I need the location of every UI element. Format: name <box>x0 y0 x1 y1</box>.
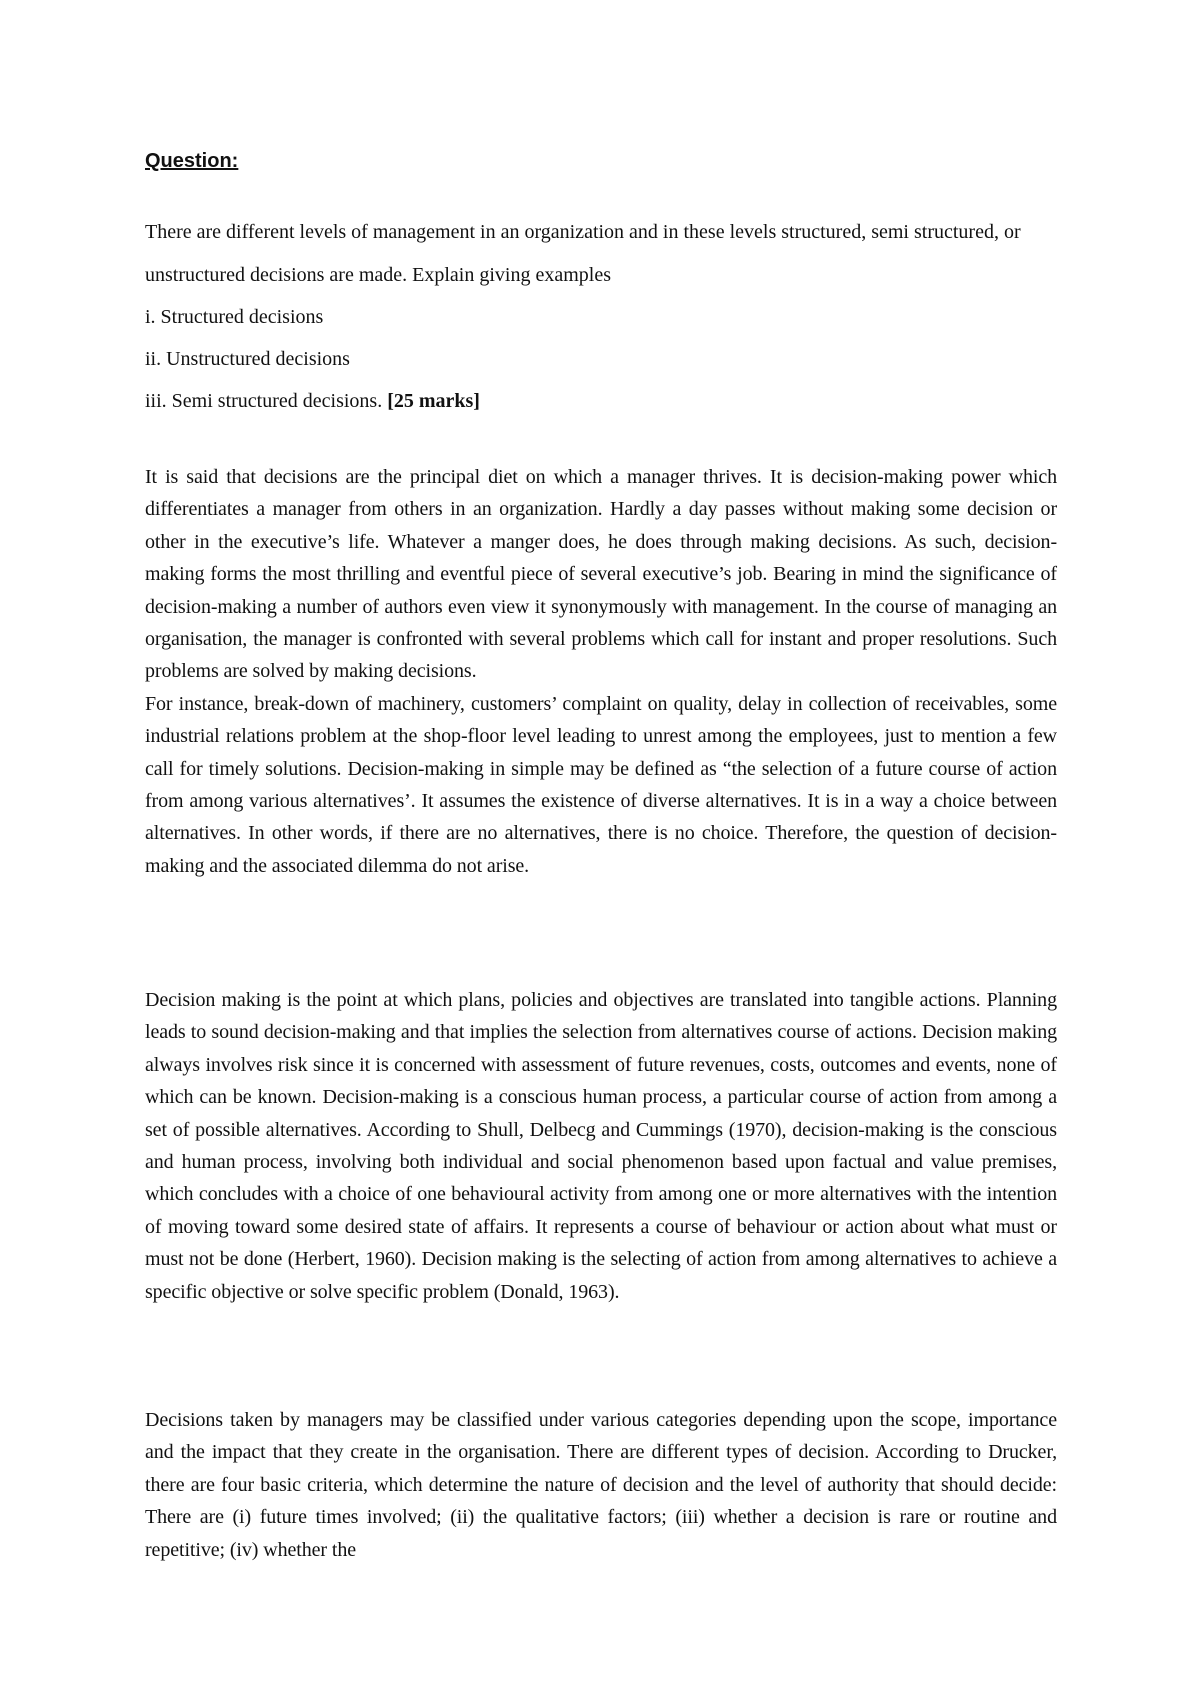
question-item-text: i. Structured decisions <box>145 306 324 328</box>
question-item <box>145 380 480 422</box>
question-item <box>145 296 480 338</box>
question-list <box>145 296 480 422</box>
body-paragraph: Decisions taken by managers may be classified under various categories depending upon the scope, importance and the impact that they create in the organisation. There are different types of decision. According to Drucker, there are four basic criteria, which determine the nature of decision and the level of authority that should decide: There are (i) future times involved; (ii) the qualitative factors; (iii) whether a decision is rare or routine and repetitive; (iv) whether the <box>145 1409 1057 1561</box>
question-item-text: iii. Semi structured decisions. <box>145 390 383 412</box>
question-heading: Question: <box>145 150 239 172</box>
body-paragraph: It is said that decisions are the principal diet on which a manager thrives. It is decision-making power which differentiates a manager from others in an organization. Hardly a day passes without making some decision or other in the executive’s life. Whatever a manger does, he does through making decisions. As such, decision-making forms the most thrilling and eventful piece of several executive’s job. Bearing in mind the significance of decision-making a number of authors even view it synonymously with management. In the course of managing an organisation, the manager is confronted with several problems which call for instant and proper resolutions. Such problems are solved by making decisions. For instance, break-down of machinery, customers’ complaint on quality, delay in collection of receivables, some industrial relations problem at the shop-floor level leading to unrest among the employees, just to mention a few call for timely solutions. Decision-making in simple may be defined as “the selection of a future course of action from among various alternatives’. It assumes the existence of diverse alternatives. It is in a way a choice between alternatives. In other words, if there are no alternatives, there is no choice. Therefore, the question of decision-making and the associated dilemma do not arise. <box>145 466 1057 877</box>
body-paragraph: Decision making is the point at which plans, policies and objectives are translated into tangible actions. Planning leads to sound decision-making and that implies the selection from alternatives course of actions. Decision making always involves risk since it is concerned with assessment of future revenues, costs, outcomes and events, none of which can be known. Decision-making is a conscious human process, a particular course of action from among a set of possible alternatives. According to Shull, Delbecg and Cummings (1970), decision-making is the conscious and human process, involving both individual and social phenomenon based upon factual and value premises, which concludes with a choice of one behavioural activity from among one or more alternatives with the intention of moving toward some desired state of affairs. It represents a course of behaviour or action about what must or must not be done (Herbert, 1960). Decision making is the selecting of action from among alternatives to achieve a specific objective or solve specific problem (Donald, 1963). <box>145 989 1057 1303</box>
question-item-text: ii. Unstructured decisions <box>145 348 350 370</box>
question-text: There are different levels of management in an organization and in these levels structured, semi structured, or unstructured decisions are made. Explain giving examples <box>145 221 1021 286</box>
question-item <box>145 338 480 380</box>
marks-label: [25 marks] <box>387 390 480 412</box>
